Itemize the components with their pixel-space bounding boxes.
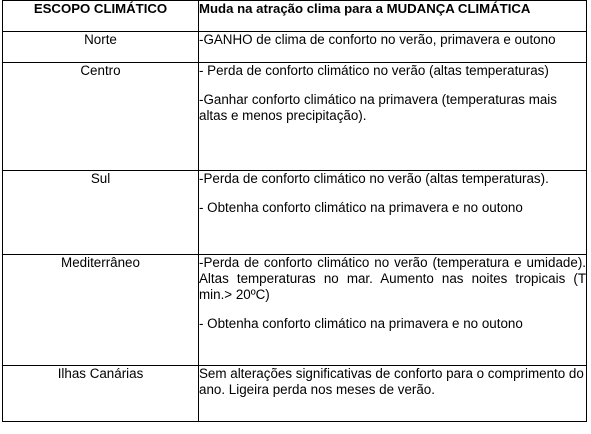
desc-line: -Ganhar conforto climático na primavera (temperaturas mais altas e menos precipitação).: [199, 92, 557, 123]
desc-cell-sul: [199, 171, 587, 255]
header-scope: ESCOPO CLIMÁTICO: [3, 1, 199, 32]
desc-cell-mediterraneo: [199, 255, 587, 366]
desc-cell-norte: [199, 32, 587, 63]
header-change: Muda na atração clima para a MUDANÇA CLIMÁTICA: [199, 1, 587, 32]
desc-line: -Perda de conforto climático no verão (temperatura e umidade). Altas temperaturas no mar. Aumento nas noites tropicais (T min.> 20ºC): [199, 255, 586, 302]
scope-cell-norte: Norte: [3, 32, 199, 63]
table-row: [3, 255, 587, 366]
scope-cell-centro: Centro: [3, 63, 199, 171]
desc-line: - Perda de conforto climático no verão (altas temperaturas): [199, 63, 549, 78]
desc-line: -GANHO de clima de conforto no verão, primavera e outono: [199, 32, 556, 47]
desc-line: -Perda de conforto climático no verão (altas temperaturas).: [199, 171, 549, 186]
desc-cell-ilhas-canarias: [199, 366, 587, 422]
table-header-row: [3, 1, 587, 32]
desc-cell-centro: [199, 63, 587, 171]
table-row: [3, 366, 587, 422]
scope-cell-sul: Sul: [3, 171, 199, 255]
scope-cell-mediterraneo: Mediterrâneo: [3, 255, 199, 366]
desc-line: Sem alterações significativas de conforto para o comprimento do ano. Ligeira perda nos meses de verão.: [199, 366, 584, 397]
table-row: [3, 63, 587, 171]
table-row: [3, 171, 587, 255]
desc-line: - Obtenha conforto climático na primavera e no outono: [199, 316, 523, 331]
climate-change-table: [2, 0, 587, 422]
desc-line: - Obtenha conforto climático na primavera e no outono: [199, 200, 523, 215]
scope-cell-ilhas-canarias: Ilhas Canárias: [3, 366, 199, 422]
table-row: [3, 32, 587, 63]
